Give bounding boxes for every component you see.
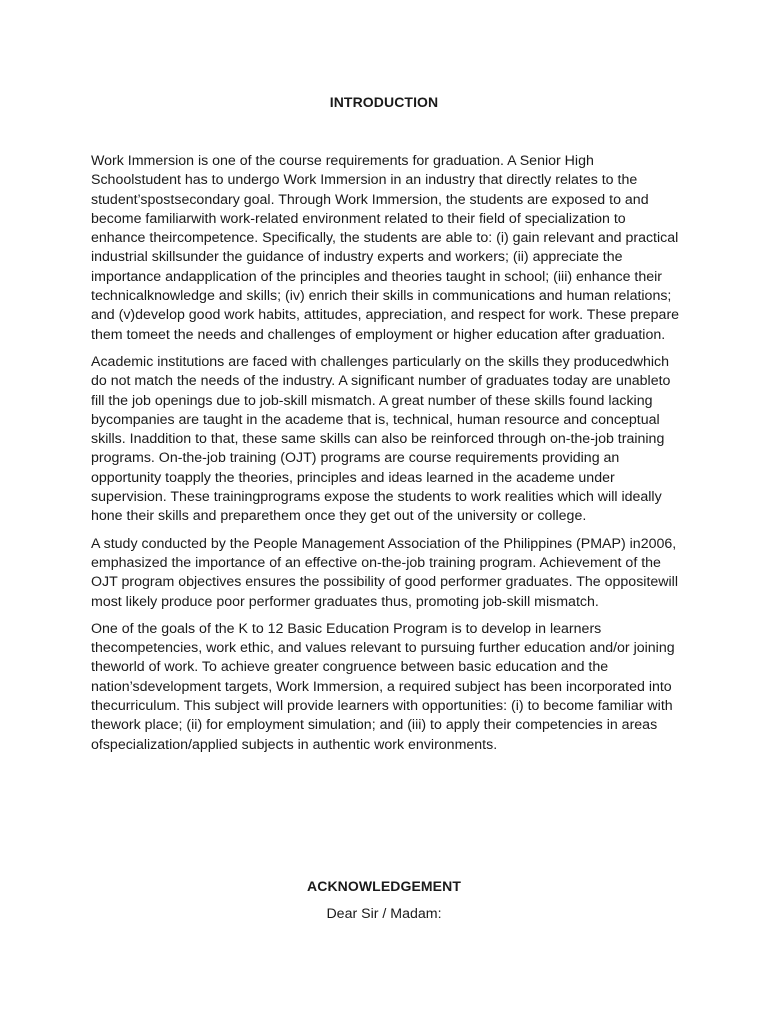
introduction-heading: INTRODUCTION — [329, 94, 439, 110]
introduction-body — [91, 152, 681, 763]
paragraph-academic-institutions: Academic institutions are faced with challenges particularly on the skills they producedwhich do not match the needs of the industry. A significant number of graduates today are unableto fill the job openings due to job-skill mismatch. A great number of these skills found lacking bycompanies are taught in the academe that is, technical, human resource and conceptual skills. Inaddition to that, these same skills can also be reinforced through on-the-job training programs. On-the-job training (OJT) programs are course requirements providing an opportunity toapply the theories, principles and ideas learned in the academe under supervision. These trainingprograms expose the students to work realities which will ideally hone their skills and preparethem once they get out of the university or college. — [91, 353, 671, 525]
paragraph-k-to-12: One of the goals of the K to 12 Basic Education Program is to develop in learners thecompetencies, work ethic, and values relevant to pursuing further education and/or joining theworld of work. To achieve greater congruence between basic education and the nation’sdevelopment targets, Work Immersion, a required subject has been incorporated into thecurriculum. This subject will provide learners with opportunities: (i) to become familiar with thework place; (ii) for employment simulation; and (iii) to apply their competencies in areas ofspecialization/applied subjects in authentic work environments. — [91, 620, 675, 753]
salutation: Dear Sir / Madam: — [326, 906, 442, 922]
paragraph-pmap-study: A study conducted by the People Management Association of the Philippines (PMAP) in2006, emphasized the importance of an effective on-the-job training program. Achievement of the OJT program objectives ensures the possibility of good performer graduates. The oppositewill most likely produce poor performer graduates thus, promoting job-skill mismatch. — [91, 535, 678, 610]
paragraph-work-immersion: Work Immersion is one of the course requirements for graduation. A Senior High Schoolstudent has to undergo Work Immersion in an industry that directly relates to the student’spostsecondary goal. Through Work Immersion, the students are exposed to and become familiarwith work-related environment related to their field of specialization to enhance theircompetence. Specifically, the students are able to: (i) gain relevant and practical industrial skillsunder the guidance of industry experts and workers; (ii) appreciate the importance andapplication of the principles and theories taught in school; (iii) enhance their technicalknowledge and skills; (iv) enrich their skills in communications and human relations; and (v)develop good work habits, attitudes, appreciation, and respect for work. These prepare them tomeet the needs and challenges of employment or higher education after graduation. — [91, 153, 680, 343]
acknowledgement-heading: ACKNOWLEDGEMENT — [307, 878, 461, 894]
